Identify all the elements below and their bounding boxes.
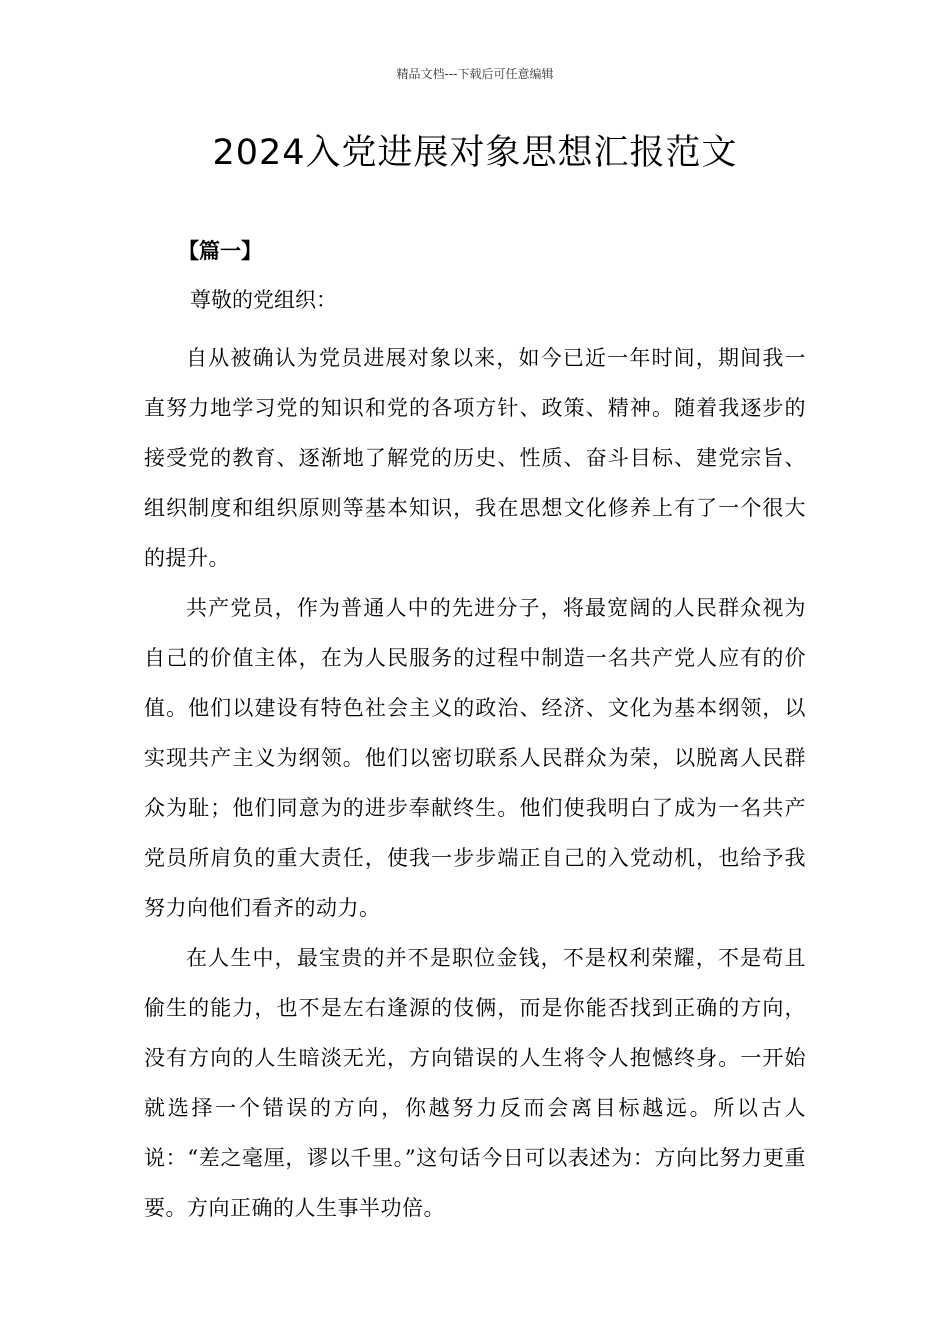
salutation: 尊敬的党组织：	[190, 288, 337, 312]
paragraph: 共产党员，作为普通人中的先进分子，将最宽阔的人民群众视为自己的价值主体，在为人民服务的过程中制造一名共产党人应有的价值。他们以建设有特色社会主义的政治、经济、文化为基本纲领，以实现共产主义为纲领。他们以密切联系人民群众为荣，以脱离人民群众为耻；他们同意为的进步奉献终生。他们使我明白了成为一名共产党员所肩负的重大责任，使我一步步端正自己的入党动机，也给予我努力向他们看齐的动力。	[144, 596, 806, 920]
document-title: 2024入党进展对象思想汇报范文	[212, 133, 738, 173]
page-header: 精品文档---下载后可任意编辑	[396, 67, 554, 81]
paragraph: 自从被确认为党员进展对象以来，如今已近一年时间，期间我一直努力地学习党的知识和党的各项方针、政策、精神。随着我逐步的接受党的教育、逐渐地了解党的历史、性质、奋斗目标、建党宗旨、组织制度和组织原则等基本知识，我在思想文化修养上有了一个很大的提升。	[144, 346, 806, 570]
section-label: 【篇一】	[178, 239, 262, 263]
paragraph: 在人生中，最宝贵的并不是职位金钱，不是权利荣耀，不是苟且偷生的能力，也不是左右逢源的伎俩，而是你能否找到正确的方向，没有方向的人生暗淡无光，方向错误的人生将令人抱憾终身。一开始就选择一个错误的方向，你越努力反而会离目标越远。所以古人说：“差之毫厘，谬以千里。”这句话今日可以表述为：方向比努力更重要。方向正确的人生事半功倍。	[144, 946, 806, 1220]
document-body	[144, 333, 806, 1233]
